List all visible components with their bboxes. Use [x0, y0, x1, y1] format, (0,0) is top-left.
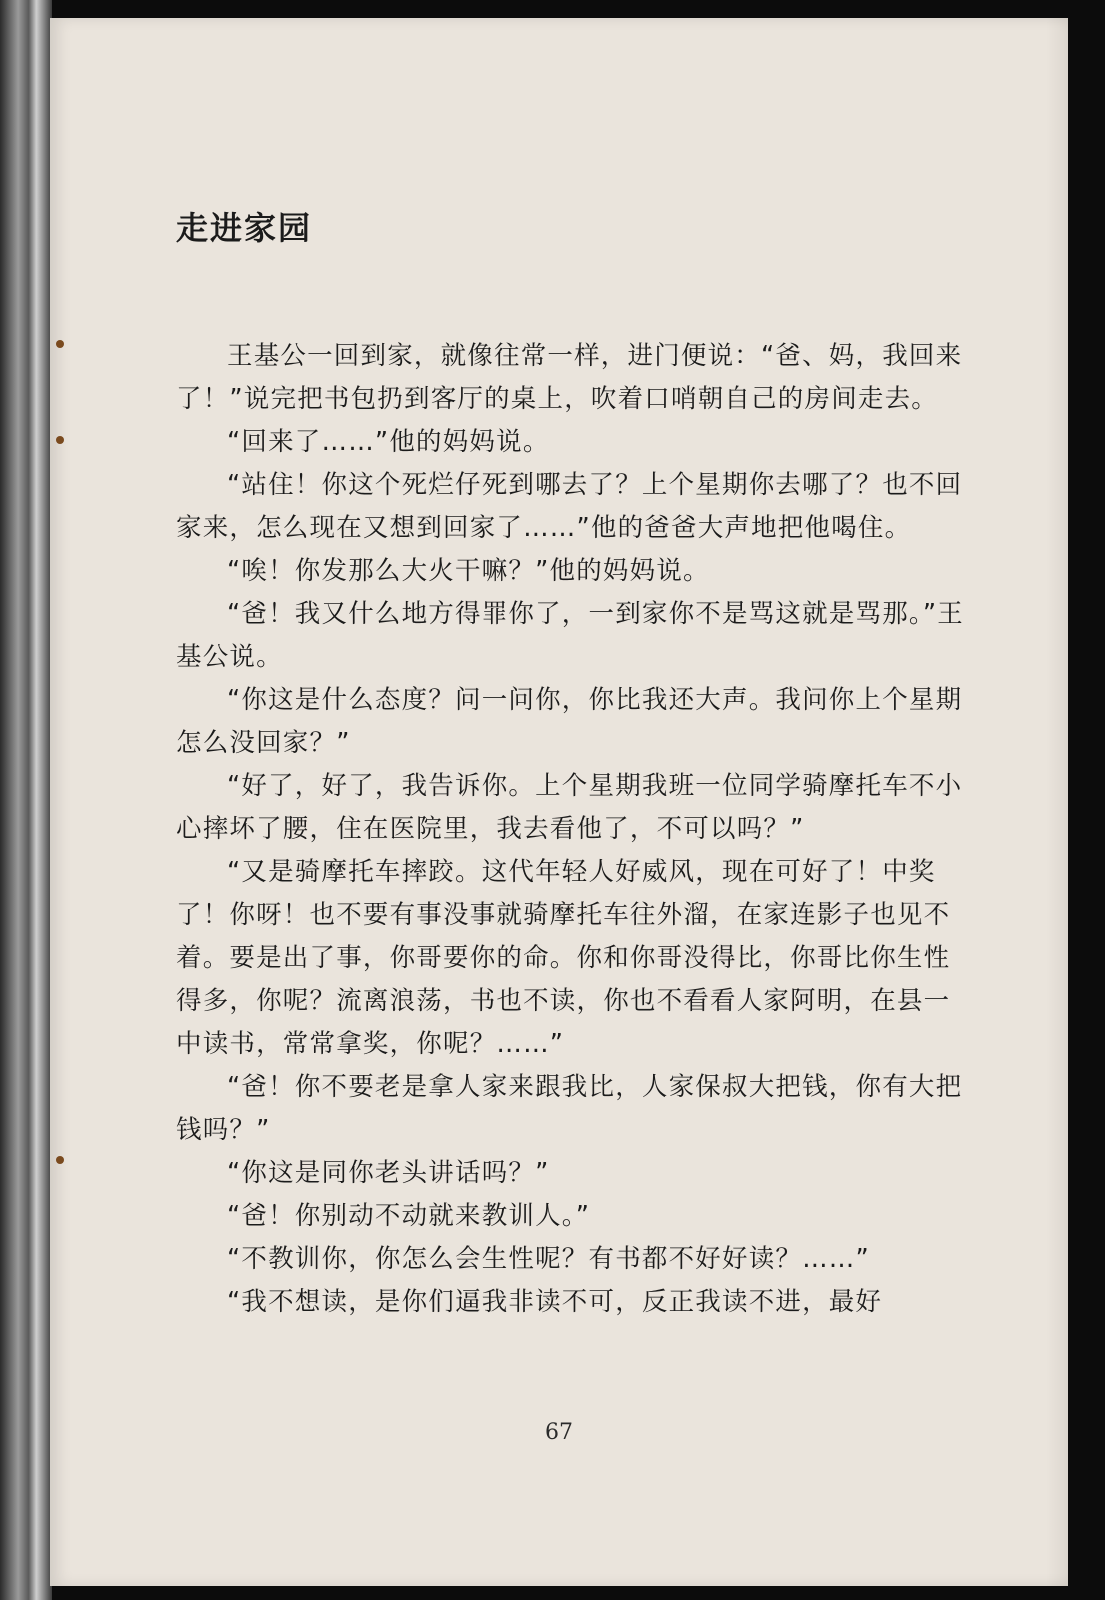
paragraph: “爸！我又什么地方得罪你了，一到家你不是骂这就是骂那。”王基公说。	[176, 599, 964, 672]
binding-hole	[56, 436, 64, 444]
binding-hole	[56, 1156, 64, 1164]
page-edge-shadow	[1046, 18, 1068, 1586]
book-page	[50, 18, 1068, 1586]
paragraph: “爸！你不要老是拿人家来跟我比，人家保叔大把钱，你有大把钱吗？”	[176, 1072, 963, 1145]
paragraph: “好了，好了，我告诉你。上个星期我班一位同学骑摩托车不小心摔坏了腰，住在医院里，我去看他了，不可以吗？”	[176, 771, 963, 844]
paragraph: “你这是同你老头讲话吗？”	[227, 1158, 550, 1188]
paragraph: “我不想读，是你们逼我非读不可，反正我读不进，最好	[227, 1287, 883, 1317]
paragraph: “不教训你，你怎么会生性呢？有书都不好好读？……”	[227, 1244, 870, 1274]
body-text	[176, 335, 976, 1324]
paragraph: “爸！你别动不动就来教训人。”	[227, 1201, 591, 1231]
paragraph: “又是骑摩托车摔跤。这代年轻人好威风，现在可好了！中奖了！你呀！也不要有事没事就骑摩托车往外溜，在家连影子也见不着。要是出了事，你哥要你的命。你和你哥没得比，你哥比你生性得多，你呢？流离浪荡，书也不读，你也不看看人家阿明，在县一中读书，常常拿奖，你呢？……”	[176, 857, 951, 1059]
paragraph: “唉！你发那么大火干嘛？”他的妈妈说。	[227, 556, 710, 586]
book-binding-edge	[0, 0, 52, 1600]
paragraph: “你这是什么态度？问一问你，你比我还大声。我问你上个星期怎么没回家？”	[176, 685, 963, 758]
page-number: 67	[545, 1420, 573, 1445]
chapter-title: 走进家园	[176, 209, 313, 247]
binding-hole	[56, 340, 64, 348]
page-content	[176, 203, 976, 1324]
paragraph: “回来了……”他的妈妈说。	[227, 427, 550, 457]
paragraph: “站住！你这个死烂仔死到哪去了？上个星期你去哪了？也不回家来，怎么现在又想到回家了……”他的爸爸大声地把他喝住。	[176, 470, 963, 543]
paragraph: 王基公一回到家，就像往常一样，进门便说：“爸、妈，我回来了！”说完把书包扔到客厅的桌上，吹着口哨朝自己的房间走去。	[176, 341, 963, 414]
